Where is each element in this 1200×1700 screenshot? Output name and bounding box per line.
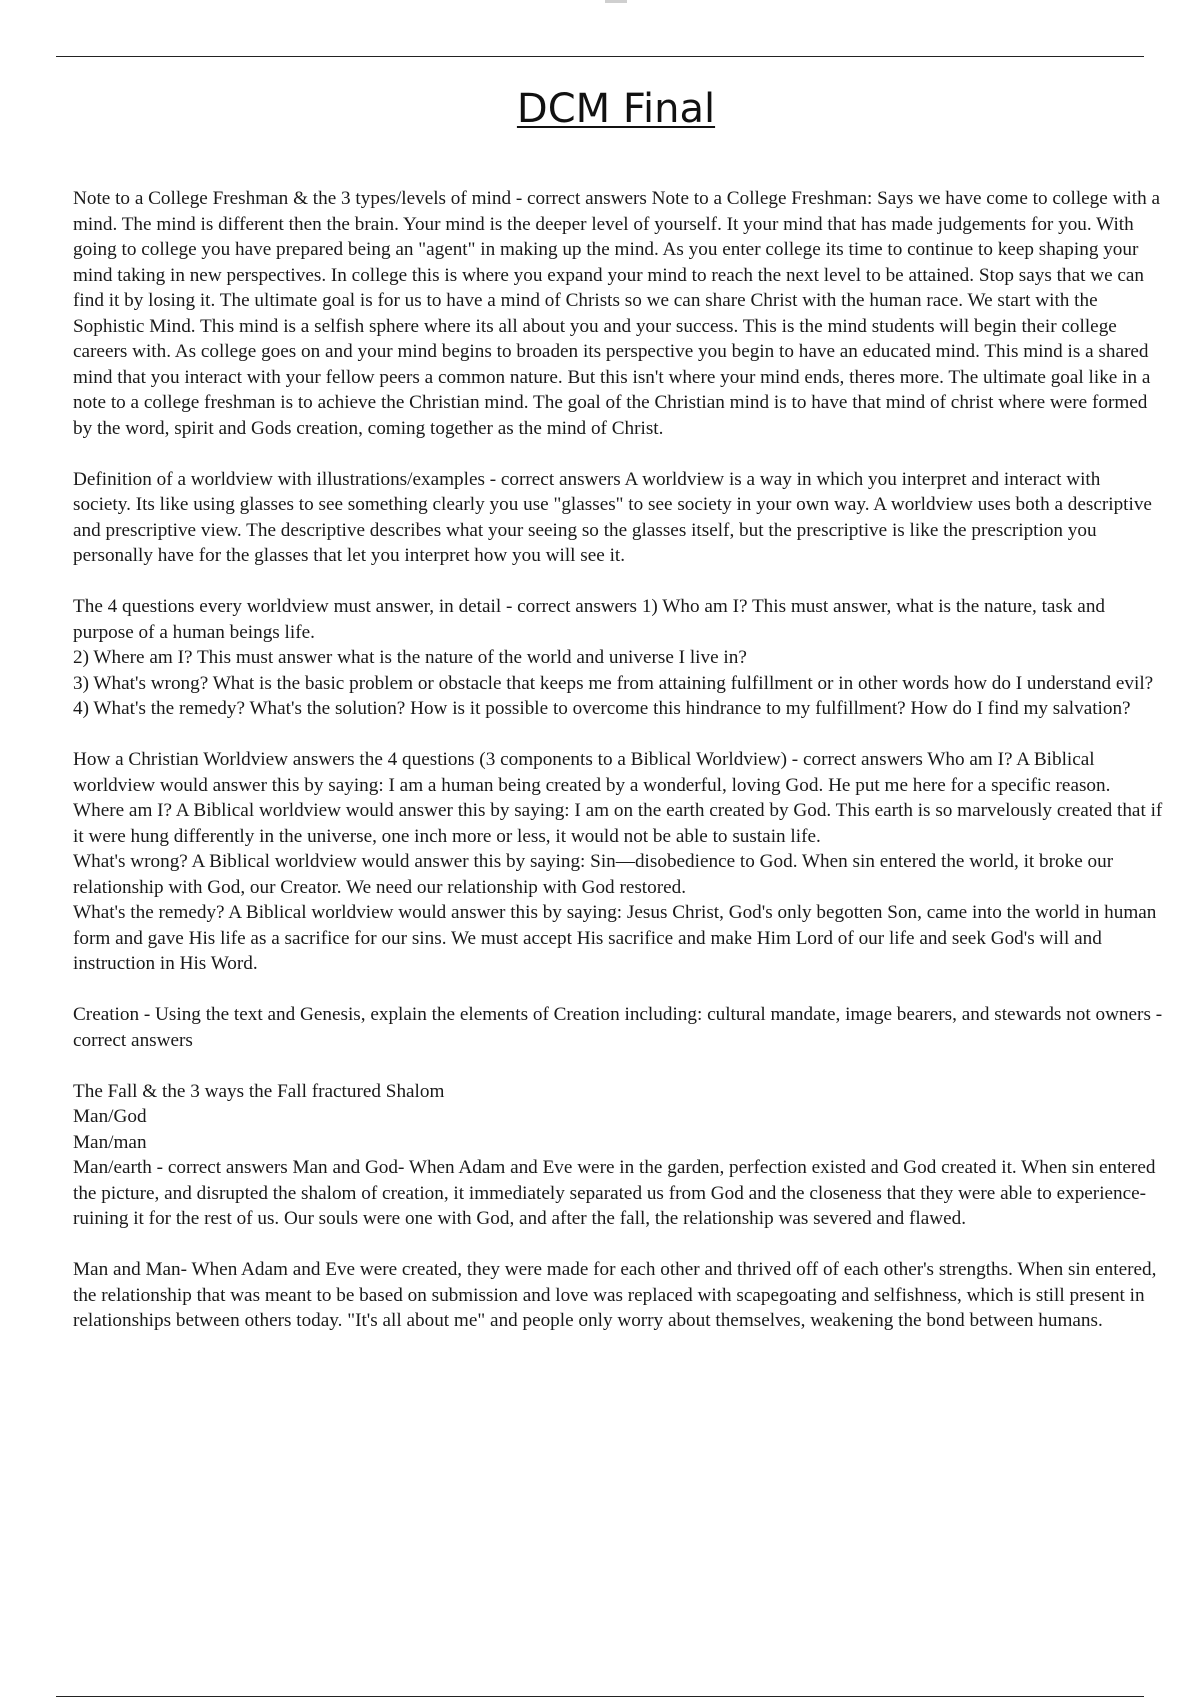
paragraph-man-and-man	[73, 1257, 1163, 1334]
paragraph-four-questions	[73, 594, 1163, 722]
paragraph-line: 3) What's wrong? What is the basic problem or obstacle that keeps me from attaining fulfillment or in other words how do I understand evil?	[73, 672, 1154, 694]
paragraph-line: 2) Where am I? This must answer what is the nature of the world and universe I live in?	[73, 647, 747, 668]
paragraph-christian-worldview	[73, 747, 1163, 977]
page-top-marker	[605, 0, 627, 3]
paragraph-worldview-definition	[73, 467, 1163, 569]
paragraph-line: What's wrong? A Biblical worldview would answer this by saying: Sin—disobedience to God. When sin entered the world, it broke our relationship with God, our Creator. We need our relationship with God restored.	[73, 851, 1114, 898]
paragraph-line: Definition of a worldview with illustrations/examples - correct answers A worldview is a way in which you interpret and interact with society. Its like using glasses to see something clearly you use "glasses" to see society in your own way. A worldview uses both a descriptive and prescriptive view. The descriptive describes what your seeing so the glasses itself, but the prescriptive is like the prescription you personally have for the glasses that let you interpret how you will see it.	[73, 468, 1152, 566]
paragraph-line: 4) What's the remedy? What's the solution? How is it possible to overcome this hindrance to my fulfillment? How do I find my salvation?	[73, 698, 1131, 719]
paragraph-line: Man and Man- When Adam and Eve were created, they were made for each other and thrived off of each other's strengths. When sin entered, the relationship that was meant to be based on submission and love was replaced with scapegoating and selfishness, which is still present in relationships between others today. "It's all about me" and people only worry about themselves, weakening the bond between humans.	[73, 1259, 1157, 1331]
paragraph-line: Note to a College Freshman & the 3 types/levels of mind - correct answers Note to a College Freshman: Says we have come to college with a mind. The mind is different then the brain. Your mind is the deeper level of yourself. It your mind that has made judgements for you. With going to college you have prepared being an "agent" in making up the mind. As you enter college its time to continue to keep shaping your mind taking in new perspectives. In college this is where you expand your mind to reach the next level to be attained. Stop says that we can find it by losing it. The ultimate goal is for us to have a mind of Christs so we can share Christ with the human race. We start with the Sophistic Mind. This mind is a selfish sphere where its all about you and your success. This is the mind students will begin their college careers with. As college goes on and your mind begins to broaden its perspective you begin to have an educated mind. This mind is a shared mind that you interact with your fellow peers a common nature. But this isn't where your mind ends, theres more. The ultimate goal like in a note to a college freshman is to achieve the Christian mind. The goal of the Christian mind is to have that mind of christ where were formed by the word, spirit and Gods creation, coming together as the mind of Christ.	[73, 188, 1160, 439]
document-title: DCM Final	[516, 86, 716, 132]
paragraph-line: How a Christian Worldview answers the 4 questions (3 components to a Biblical Worldview) - correct answers Who am I? A Biblical worldview would answer this by saying: I am a human being created by a wonderful, loving God. He put me here for a specific reason.	[73, 749, 1111, 796]
paragraph-freshman-note	[73, 186, 1163, 441]
paragraph-line: Creation - Using the text and Genesis, explain the elements of Creation including: cultural mandate, image bearers, and stewards not owners - correct answers	[73, 1004, 1163, 1051]
footer-rule	[56, 1696, 1144, 1697]
paragraph-line: Man/man	[73, 1131, 147, 1153]
document-body	[73, 186, 1163, 1359]
paragraph-line: The 4 questions every worldview must answer, in detail - correct answers 1) Who am I? This must answer, what is the nature, task and purpose of a human beings life.	[73, 596, 1106, 643]
paragraph-creation	[73, 1002, 1163, 1053]
paragraph-line: What's the remedy? A Biblical worldview would answer this by saying: Jesus Christ, God's only begotten Son, came into the world in human form and gave His life as a sacrifice for our sins. We must accept His sacrifice and make Him Lord of our life and seek God's will and instruction in His Word.	[73, 902, 1157, 974]
paragraph-line: Man/earth - correct answers Man and God- When Adam and Eve were in the garden, perfection existed and God created it. When sin entered the picture, and disrupted the shalom of creation, it immediately separated us from God and the closeness that they were able to experience- ruining it for the rest of us. Our souls were one with God, and after the fall, the relationship was severed and flawed.	[73, 1157, 1156, 1229]
paragraph-line: The Fall & the 3 ways the Fall fractured Shalom	[73, 1080, 445, 1102]
paragraph-the-fall	[73, 1079, 1163, 1232]
paragraph-line: Where am I? A Biblical worldview would answer this by saying: I am on the earth created by God. This earth is so marvelously created that if it were hung differently in the universe, one inch more or less, it would not be able to sustain life.	[73, 800, 1163, 847]
header-rule	[56, 56, 1144, 57]
paragraph-line: Man/God	[73, 1106, 147, 1127]
